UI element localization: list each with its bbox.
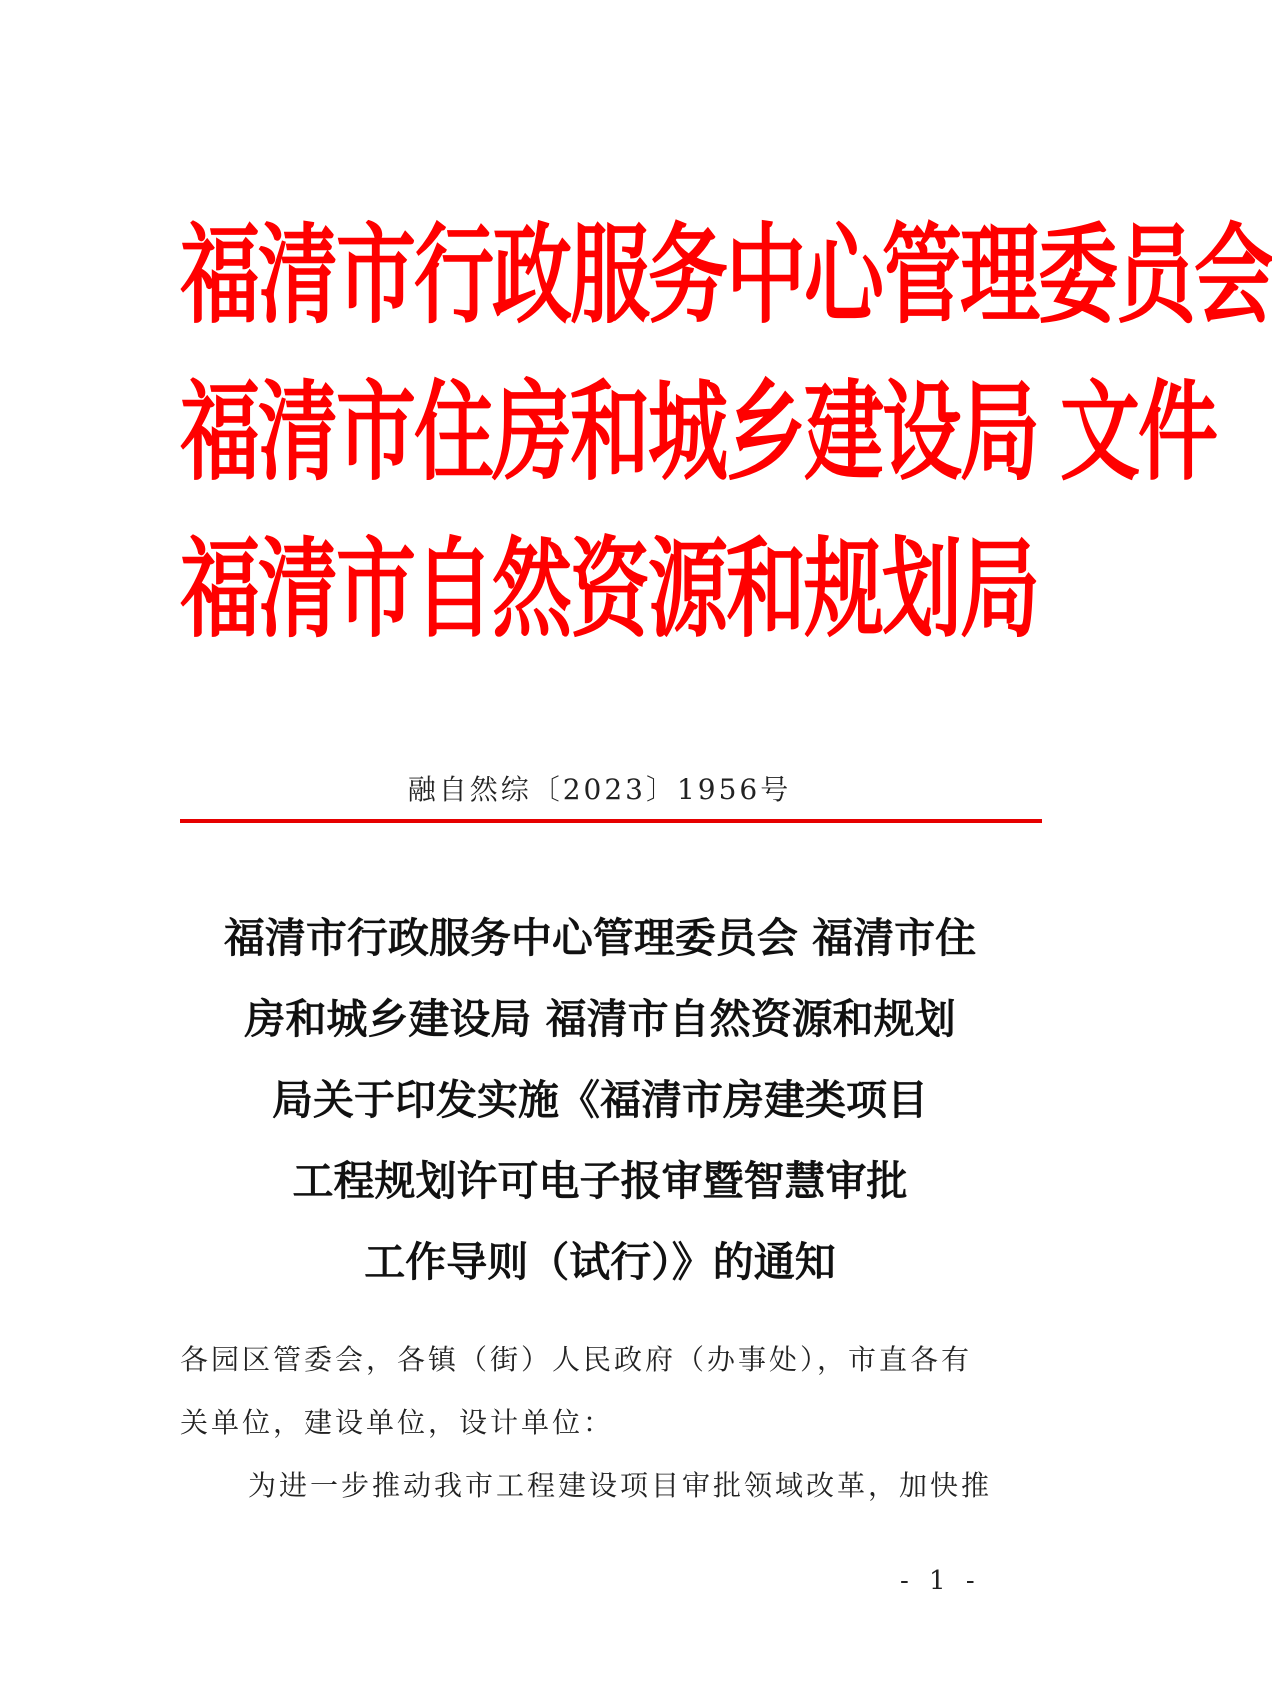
header-line-1: 福清市行政服务中心管理委员会 xyxy=(180,212,1272,339)
title-line-2: 房和城乡建设局 福清市自然资源和规划 xyxy=(244,995,956,1043)
header-line-3: 福清市自然资源和规划局 xyxy=(180,526,1038,653)
red-separator-line xyxy=(180,819,1042,823)
title-line-3: 局关于印发实施《福清市房建类项目 xyxy=(272,1076,928,1124)
title-line-1: 福清市行政服务中心管理委员会 福清市住 xyxy=(223,914,977,962)
issuing-authorities-header xyxy=(180,212,1272,653)
header-suffix-wenjian: 文件 xyxy=(1060,369,1216,496)
page-number: - 1 - xyxy=(900,1566,981,1596)
document-body xyxy=(180,1328,1040,1517)
document-title xyxy=(150,898,1050,1303)
title-line-5: 工作导则（试行）》的通知 xyxy=(364,1238,836,1286)
body-paragraph-1: 为进一步推动我市工程建设项目审批领域改革，加快推 xyxy=(248,1469,993,1502)
header-line-2-text: 福清市住房和城乡建设局 xyxy=(180,369,1038,496)
document-number: 融自然综〔2023〕1956号 xyxy=(407,773,792,806)
addressee-line-2: 关单位，建设单位，设计单位： xyxy=(180,1406,615,1439)
header-line-2 xyxy=(180,369,1216,496)
addressee-line-1: 各园区管委会，各镇（街）人民政府（办事处），市直各有 xyxy=(180,1343,973,1376)
title-line-4: 工程规划许可电子报审暨智慧审批 xyxy=(292,1157,908,1205)
